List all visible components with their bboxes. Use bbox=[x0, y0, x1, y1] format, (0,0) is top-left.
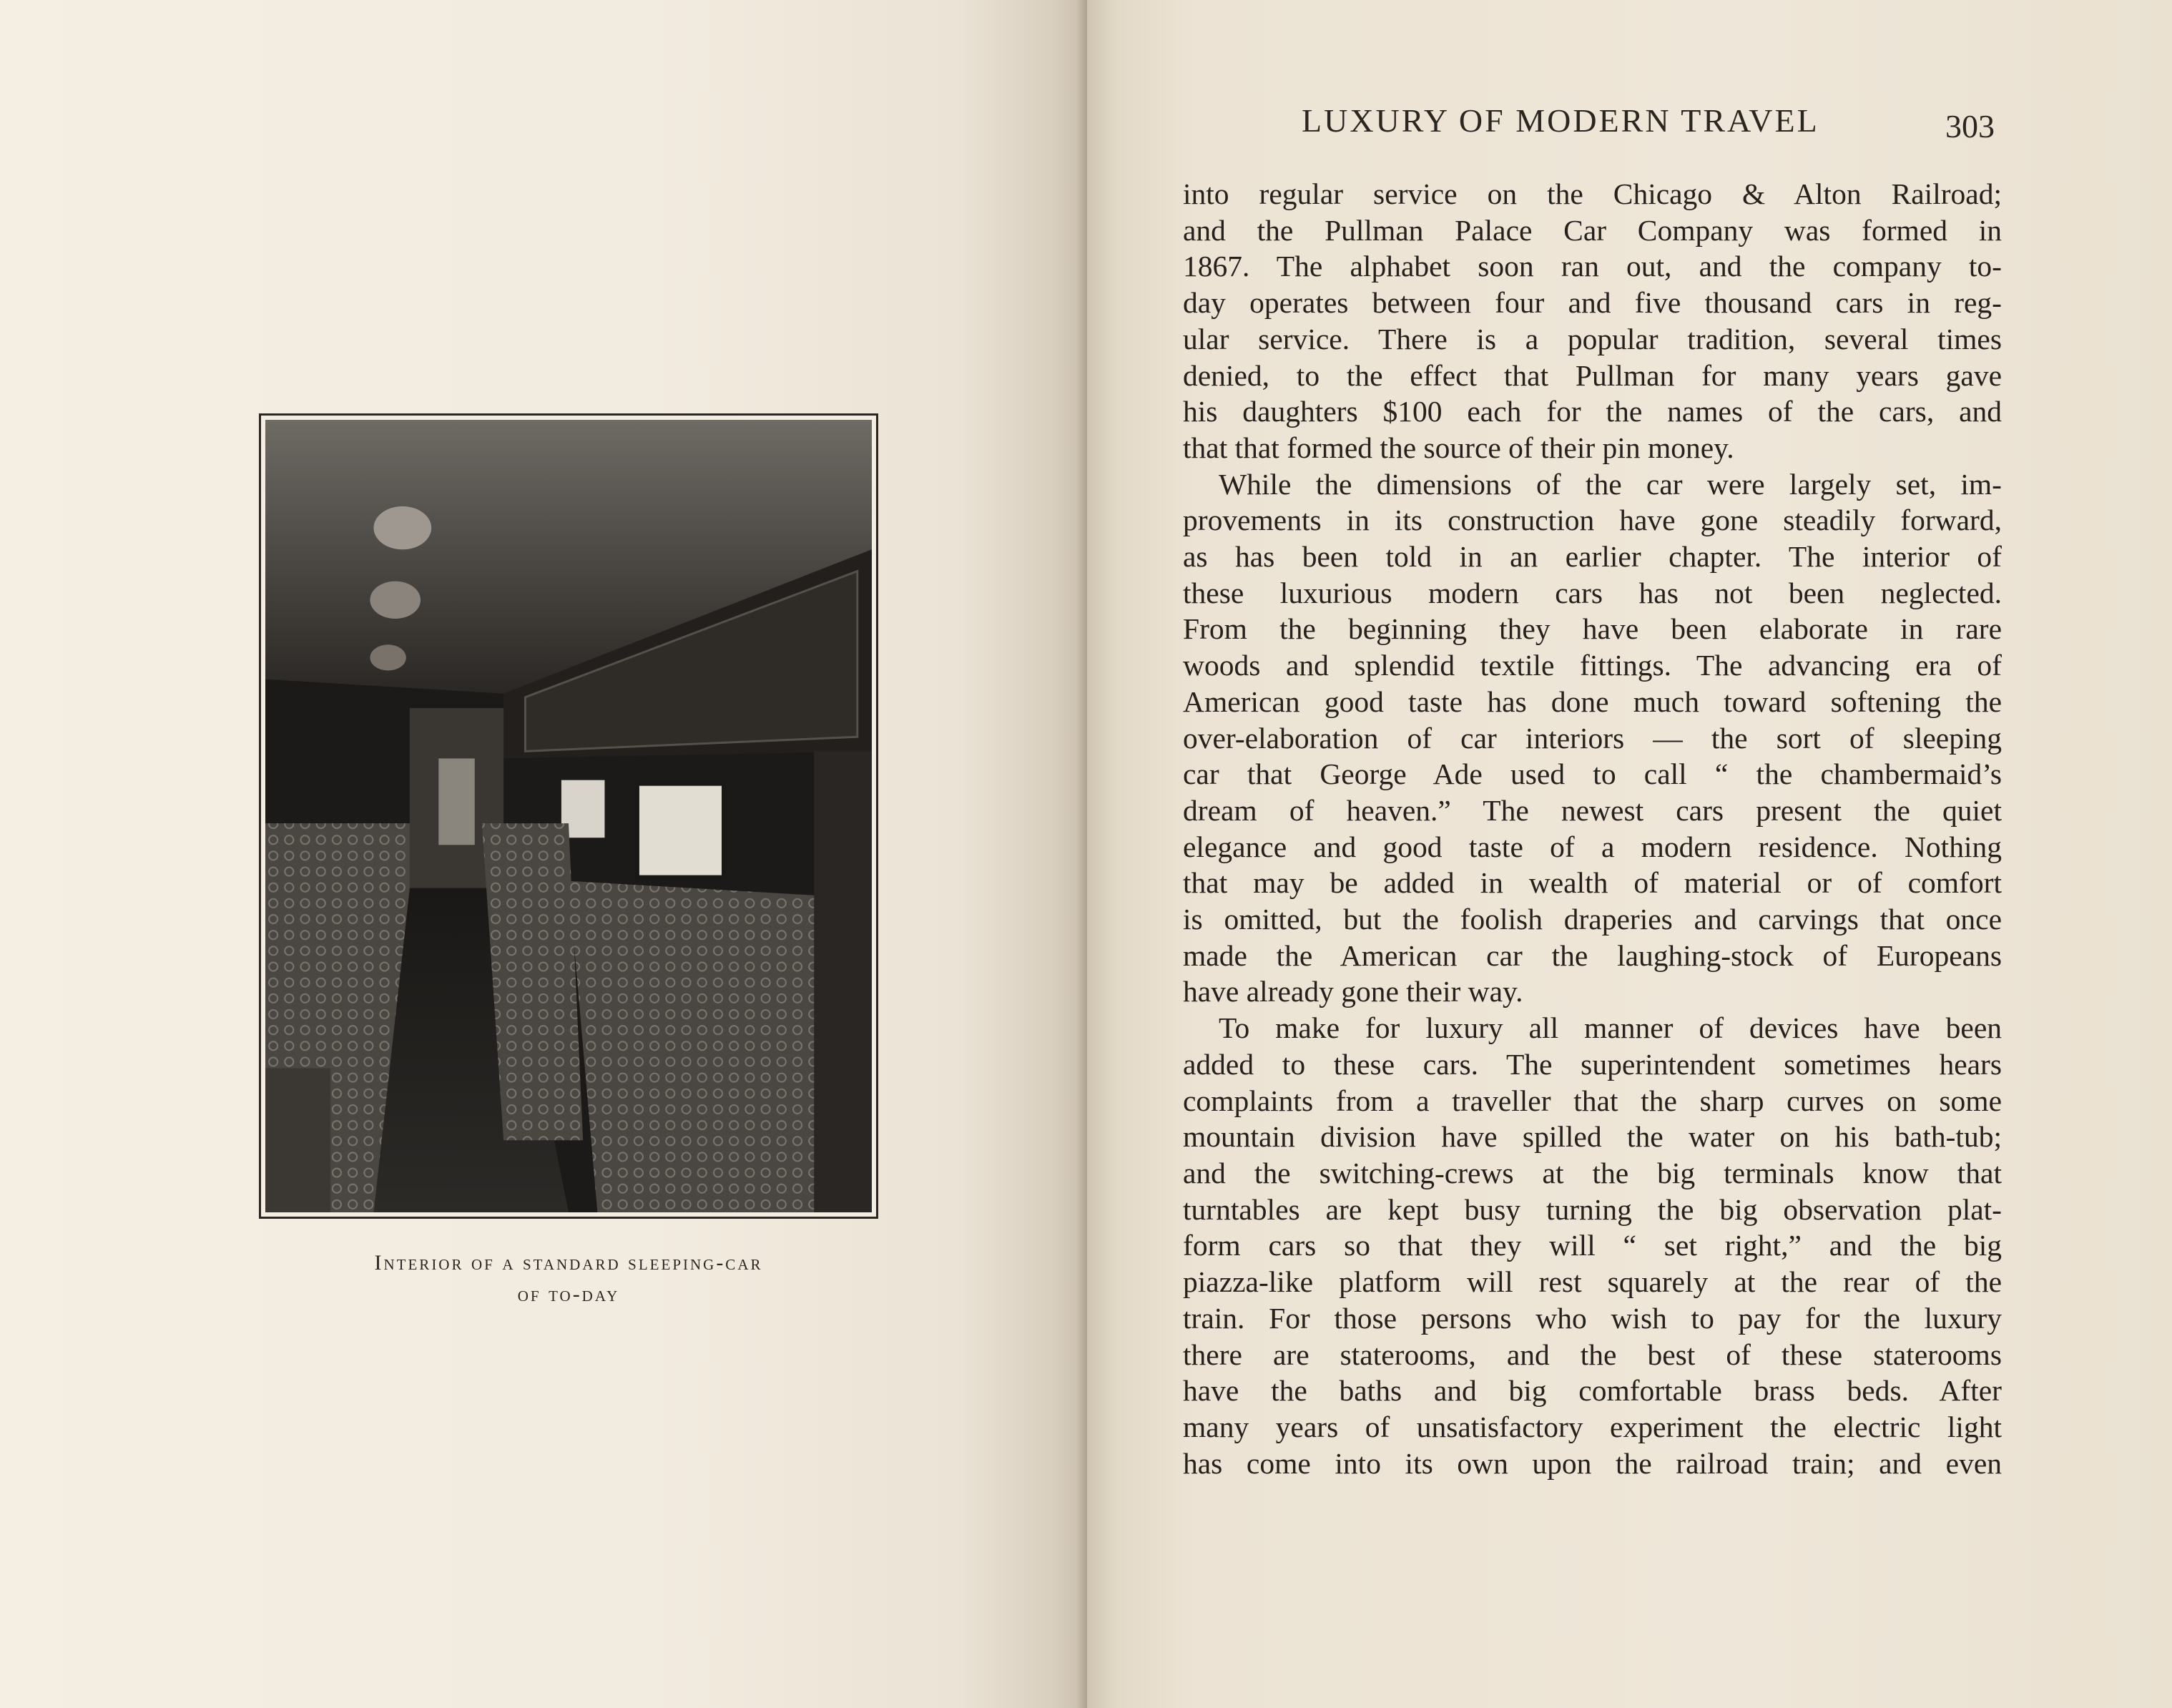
page-number: 303 bbox=[1945, 108, 1995, 144]
text-line: elegance and good taste of a modern residence. Nothing bbox=[1183, 830, 2002, 863]
text-line: turntables are kept busy turning the big observation plat- bbox=[1183, 1192, 2002, 1226]
text-line: over-elaboration of car interiors — the sort of sleeping bbox=[1183, 721, 2002, 755]
text-line: dream of heaven.” The newest cars present the quiet bbox=[1183, 793, 2002, 827]
text-line: provements in its construction have gone steadily forward, bbox=[1183, 504, 2002, 537]
text-line: ular service. There is a popular tradition, several times bbox=[1183, 322, 2002, 355]
text-line: mountain division have spilled the water on his bath-tub; bbox=[1183, 1120, 2002, 1154]
text-line: his daughters $100 each for the names of the cars, and bbox=[1183, 395, 2002, 428]
text-line: and the Pullman Palace Car Company was formed in bbox=[1183, 213, 2002, 247]
text-line: these luxurious modern cars has not been neglected. bbox=[1183, 576, 2002, 609]
text-line: car that George Ade used to call “ the chambermaid’s bbox=[1183, 757, 2002, 791]
caption-line: Interior of a standard sleeping-car bbox=[374, 1251, 763, 1275]
sleeping-car-interior-photo bbox=[265, 420, 872, 1212]
text-line: From the beginning they have been elaborate in rare bbox=[1183, 612, 2002, 646]
text-line: woods and splendid textile fittings. The advancing era of bbox=[1183, 649, 2002, 682]
text-line: as has been told in an earlier chapter. The interior of bbox=[1183, 540, 2002, 574]
text-line: American good taste has done much toward softening the bbox=[1183, 684, 2002, 718]
text-line: have already gone their way. bbox=[1183, 975, 1523, 1008]
text-line: that may be added in wealth of material or of comfort bbox=[1183, 866, 2002, 900]
text-line: denied, to the effect that Pullman for many years gave bbox=[1183, 358, 2002, 392]
text-line: is omitted, but the foolish draperies and carvings that once bbox=[1183, 903, 2002, 936]
text-line: While the dimensions of the car were largely set, im- bbox=[1219, 467, 2002, 501]
text-line: made the American car the laughing-stock of Europeans bbox=[1183, 938, 2002, 972]
text-line: into regular service on the Chicago & Alton Railroad; bbox=[1183, 177, 2002, 210]
text-line: has come into its own upon the railroad train; and even bbox=[1183, 1446, 2002, 1480]
text-line: added to these cars. The superintendent sometimes hears bbox=[1183, 1047, 2002, 1081]
text-line: complaints from a traveller that the sharp curves on some bbox=[1183, 1084, 2002, 1117]
text-line: have the baths and big comfortable brass beds. After bbox=[1183, 1374, 2002, 1408]
text-line: To make for luxury all manner of devices have been bbox=[1219, 1011, 2002, 1045]
text-line: there are staterooms, and the best of these staterooms bbox=[1183, 1338, 2002, 1371]
text-line: day operates between four and five thousand cars in reg- bbox=[1183, 286, 2002, 320]
photo-caption bbox=[259, 1247, 878, 1310]
photo-plate bbox=[259, 413, 878, 1219]
running-head: LUXURY OF MODERN TRAVEL bbox=[1302, 102, 1819, 139]
caption-line: of to-day bbox=[517, 1282, 620, 1306]
text-line: many years of unsatisfactory experiment the electric light bbox=[1183, 1410, 2002, 1443]
text-line: that that formed the source of their pin money. bbox=[1183, 431, 1734, 464]
text-line: and the switching-crews at the big terminals know that bbox=[1183, 1156, 2002, 1189]
text-line: 1867. The alphabet soon ran out, and the company to- bbox=[1183, 250, 2002, 283]
body-text bbox=[1183, 176, 2002, 1481]
text-line: train. For those persons who wish to pay for the luxury bbox=[1183, 1301, 2002, 1335]
text-line: form cars so that they will “ set right,” and the big bbox=[1183, 1229, 2002, 1262]
text-line: piazza-like platform will rest squarely at the rear of the bbox=[1183, 1265, 2002, 1299]
